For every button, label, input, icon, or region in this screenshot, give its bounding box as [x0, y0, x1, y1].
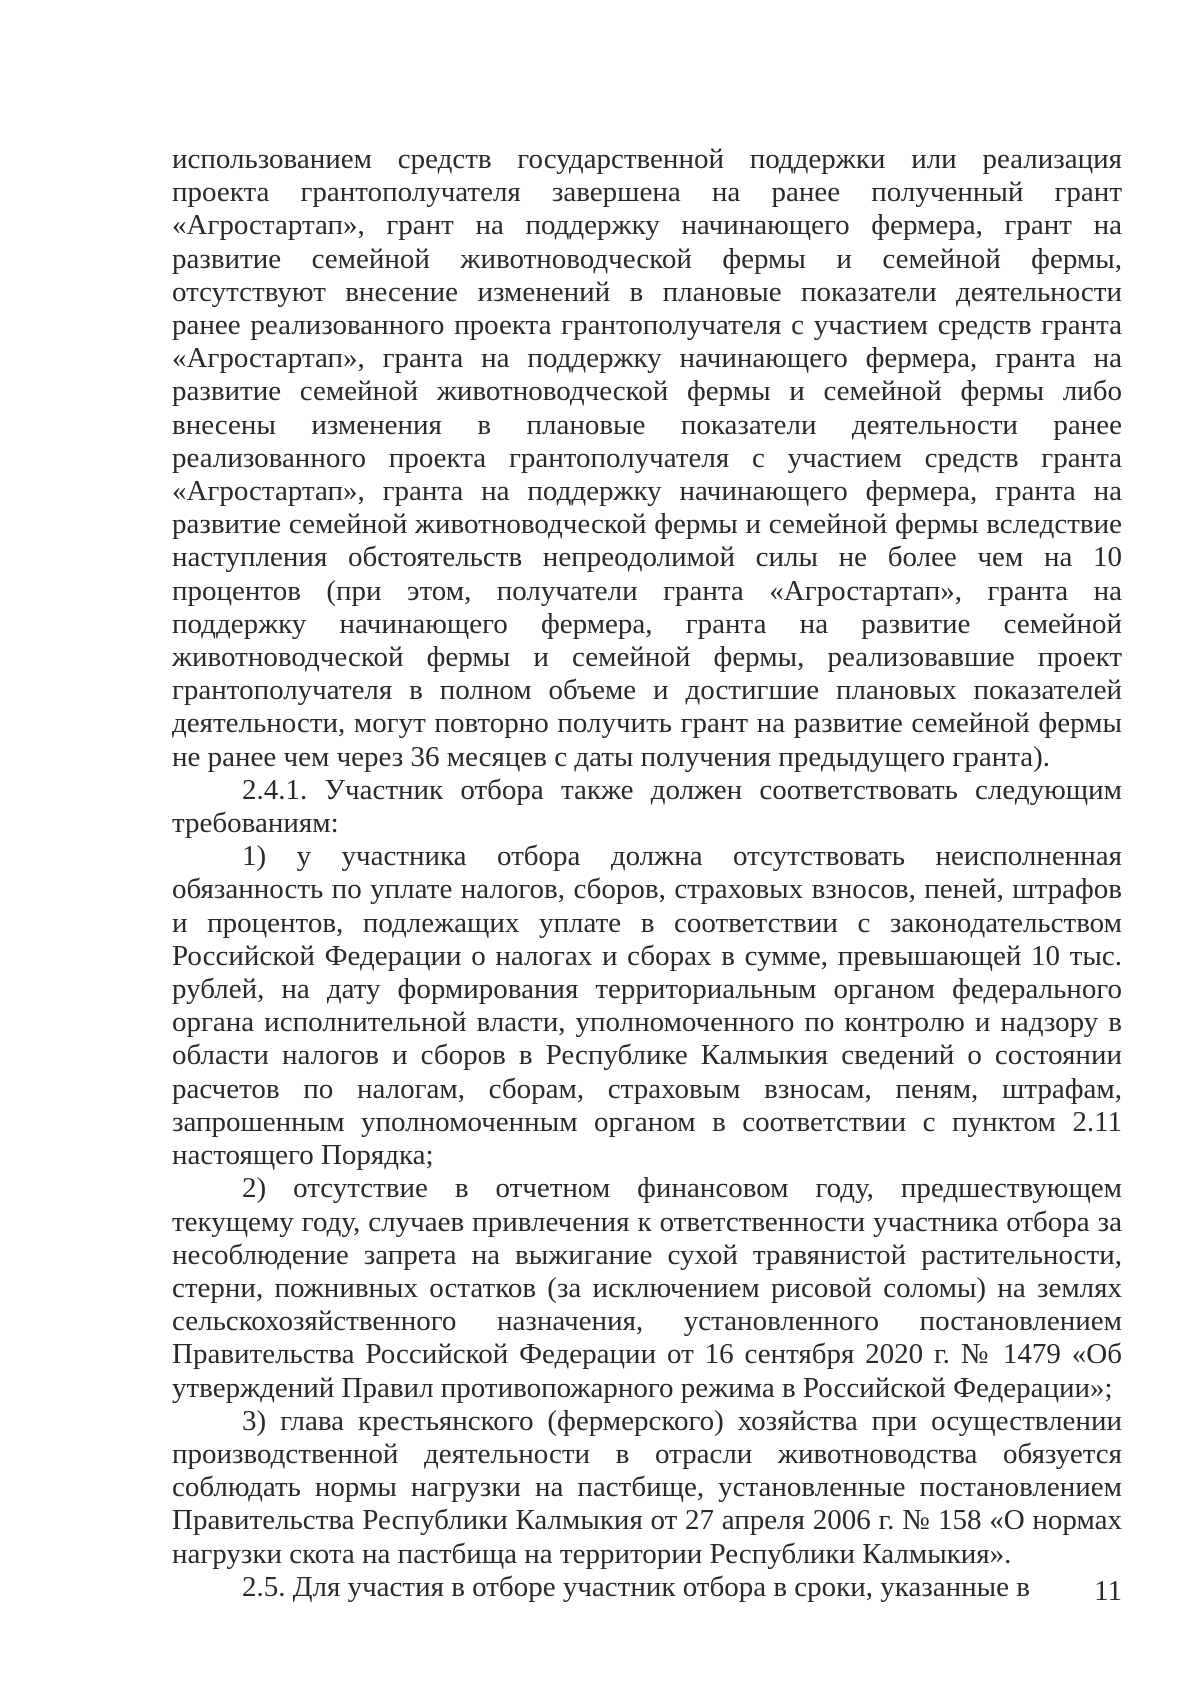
- page-number: 11: [1094, 1575, 1122, 1607]
- document-body: [172, 143, 1122, 1604]
- paragraph-item-3: 3) глава крестьянского (фермерского) хозяйства при осуществлении производственной деятельности в отрасли животноводства обязуется соблюдать нормы нагрузки на пастбище, установленные постановлением Правительства Республики Калмыкия от 27 апреля 2006 г. № 158 «О нормах нагрузки скота на пастбища на территории Республики Калмыкия».: [172, 1404, 1122, 1570]
- paragraph-continuation: использованием средств государственной поддержки или реализация проекта грантополучателя завершена на ранее полученный грант «Агростартап», грант на поддержку начинающего фермера, грант на развитие семейной животноводческой фермы и семейной фермы, отсутствуют внесение изменений в плановые показатели деятельности ранее реализованного проекта грантополучателя с участием средств гранта «Агростартап», гранта на поддержку начинающего фермера, гранта на развитие семейной животноводческой фермы и семейной фермы либо внесены изменения в плановые показатели деятельности ранее реализованного проекта грантополучателя с участием средств гранта «Агростартап», гранта на поддержку начинающего фермера, гранта на развитие семейной животноводческой фермы и семейной фермы вследствие наступления обстоятельств непреодолимой силы не более чем на 10 процентов (при этом, получатели гранта «Агростартап», гранта на поддержку начинающего фермера, гранта на развитие семейной животноводческой фермы и семейной фермы, реализовавшие проект грантополучателя в полном объеме и достигшие плановых показателей деятельности, могут повторно получить грант на развитие семейной фермы не ранее чем через 36 месяцев с даты получения предыдущего гранта).: [172, 143, 1122, 773]
- paragraph-clause-2-4-1: 2.4.1. Участник отбора также должен соответствовать следующим требованиям:: [172, 773, 1122, 840]
- paragraph-item-2: 2) отсутствие в отчетном финансовом году, предшествующем текущему году, случаев привлечения к ответственности участника отбора за несоблюдение запрета на выжигание сухой травянистой растительности, стерни, пожнивных остатков (за исключением рисовой соломы) на землях сельскохозяйственного назначения, установленного постановлением Правительства Российской Федерации от 16 сентября 2020 г. № 1479 «Об утверждений Правил противопожарного режима в Российской Федерации»;: [172, 1172, 1122, 1404]
- paragraph-item-1: 1) у участника отбора должна отсутствовать неисполненная обязанность по уплате налогов, сборов, страховых взносов, пеней, штрафов и процентов, подлежащих уплате в соответствии с законодательством Российской Федерации о налогах и сборах в сумме, превышающей 10 тыс. рублей, на дату формирования территориальным органом федерального органа исполнительной власти, уполномоченного по контролю и надзору в области налогов и сборов в Республике Калмыкия сведений о состоянии расчетов по налогам, сборам, страховым взносам, пеням, штрафам, запрошенным уполномоченным органом в соответствии с пунктом 2.11 настоящего Порядка;: [172, 840, 1122, 1172]
- paragraph-clause-2-5: 2.5. Для участия в отборе участник отбора в сроки, указанные в: [242, 1570, 1030, 1603]
